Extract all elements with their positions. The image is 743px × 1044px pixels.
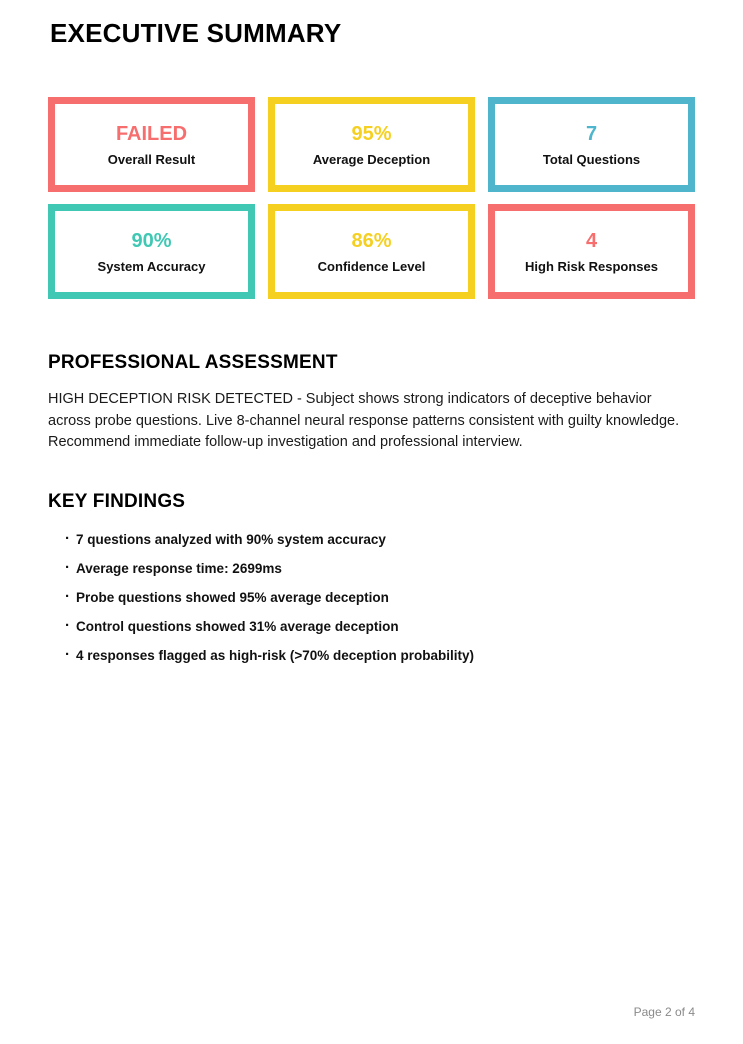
stat-label: Confidence Level [317,258,426,274]
stat-value: FAILED [115,122,188,145]
stat-value: 90% [131,229,172,252]
stat-label: Overall Result [107,151,196,167]
finding-item: · Control questions showed 31% average deception [48,619,695,634]
stat-value: 86% [351,229,392,252]
stat-card-high-risk-responses [488,204,695,299]
key-findings-section-heading: KEY FINDINGS [48,490,186,512]
finding-item: · Probe questions showed 95% average deception [48,590,695,605]
finding-item: · 4 responses flagged as high-risk (>70% deception probability) [48,648,695,663]
key-findings-list [48,532,695,663]
summary-cards-grid [48,97,695,299]
page-title: EXECUTIVE SUMMARY [50,18,342,48]
stat-label: High Risk Responses [525,258,658,274]
stat-value: 7 [585,122,598,145]
stat-label: Average Deception [312,151,431,167]
stat-card-overall-result [48,97,255,192]
assessment-section-heading: PROFESSIONAL ASSESSMENT [48,352,338,373]
stat-card-confidence-level [268,204,475,299]
finding-item: · Average response time: 2699ms [48,561,695,576]
finding-item: · 7 questions analyzed with 90% system accuracy [48,532,695,547]
stat-value: 95% [351,122,392,145]
stat-label: Total Questions [542,151,641,167]
stat-card-average-deception [268,97,475,192]
stat-label: System Accuracy [97,258,206,274]
stat-card-total-questions [488,97,695,192]
stat-card-system-accuracy [48,204,255,299]
stat-value: 4 [585,229,598,252]
assessment-paragraph: HIGH DECEPTION RISK DETECTED - Subject shows strong indicators of deceptive behavior across probe questions. Live 8-channel neural response patterns consistent with guilty knowledge. Recommend immediate follow-up investigation and professional interview. [48,391,680,450]
page-number: Page 2 of 4 [633,1005,695,1019]
